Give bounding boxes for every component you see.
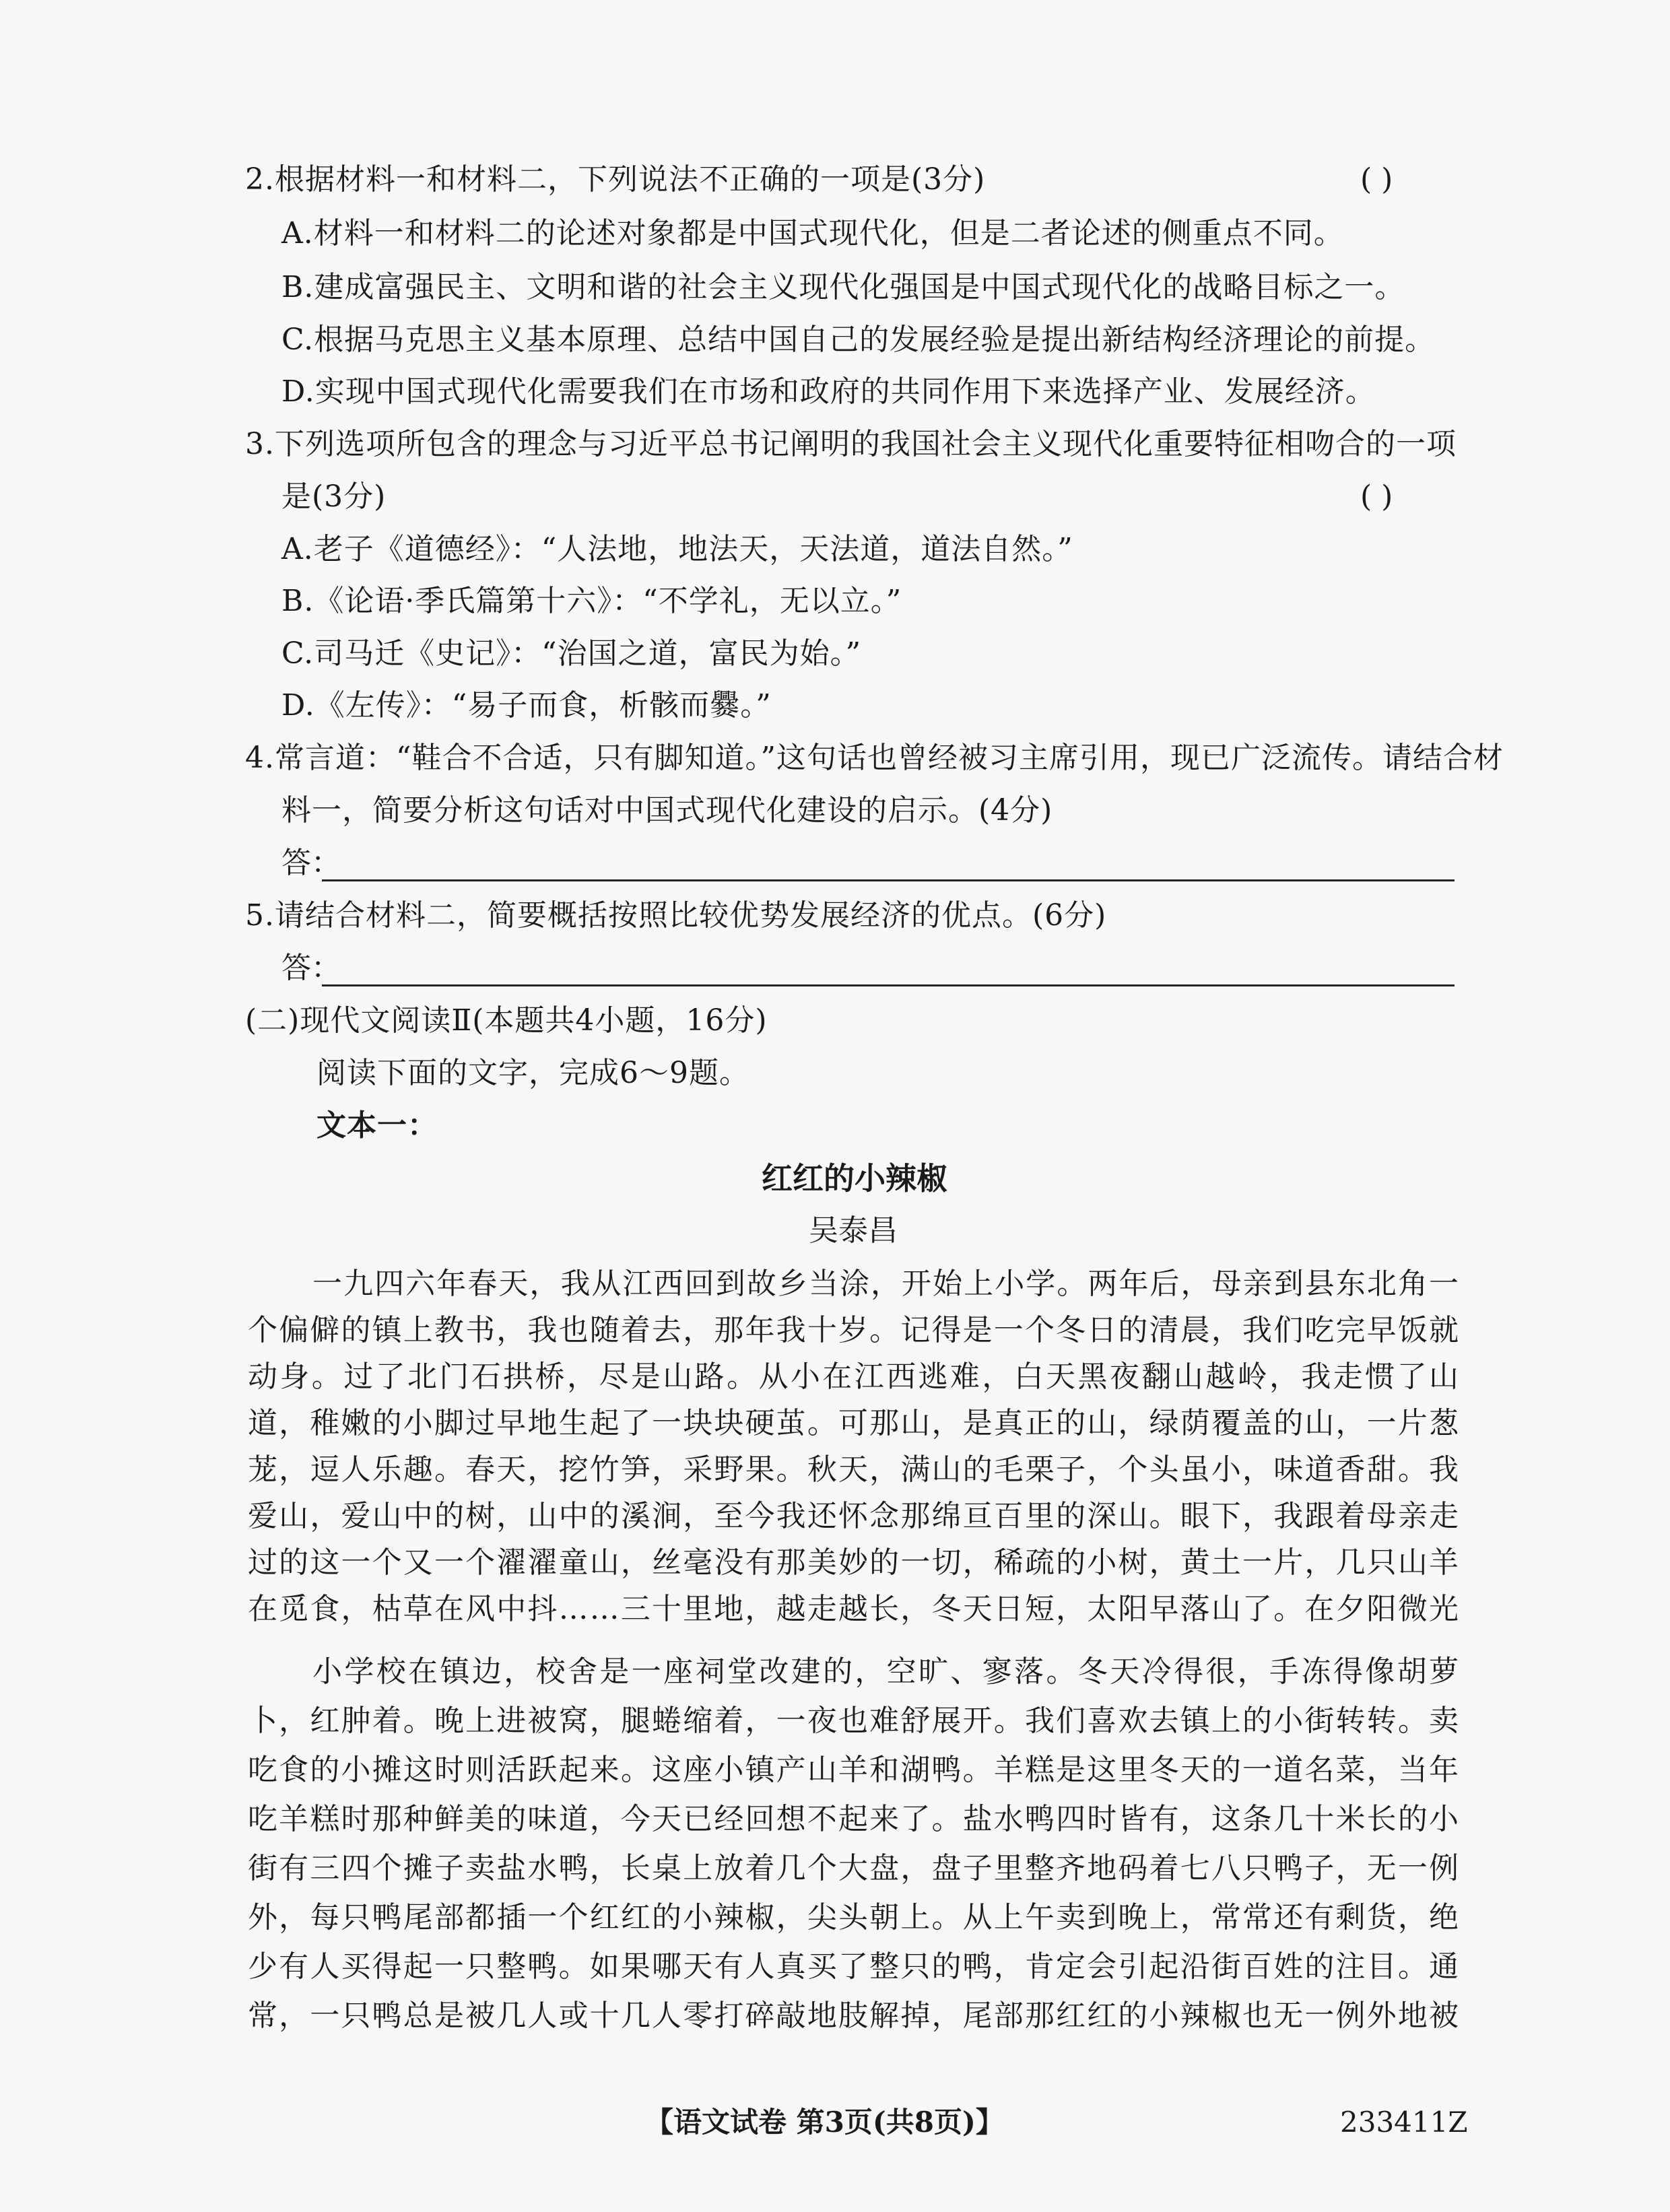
q2-option-a: A.材料一和材料二的论述对象都是中国式现代化，但是二者论述的侧重点不同。	[281, 216, 1344, 250]
q3-stem-line1: 3.下列选项所包含的理念与习近平总书记阐明的我国社会主义现代化重要特征相吻合的一项	[245, 427, 1457, 461]
q3-option-d: D.《左传》：“易子而食，析骸而爨。”	[281, 688, 772, 723]
text-one-label: 文本一：	[316, 1108, 438, 1143]
page-footer-code: 233411Z	[1340, 2106, 1468, 2139]
q3-answer-paren: ( )	[1360, 479, 1393, 514]
q3-option-b: B.《论语·季氏篇第十六》：“不学礼，无以立。”	[281, 584, 902, 618]
article-paragraph-1: 一九四六年春天，我从江西回到故乡当涂，开始上小学。两年后，母亲到县东北角一个偏僻的镇上教书，我也随着去，那年我十岁。记得是一个冬日的清晨，我们吃完早饭就动身。过了北门石拱桥，尽是山路。从小在江西逃难，白天黑夜翻山越岭，我走惯了山道，稚嫩的小脚过早地生起了一块块硬茧。可那山，是真正的山，绿荫覆盖的山，一片葱茏，逗人乐趣。春天，挖竹笋，采野果。秋天，满山的毛栗子，个头虽小，味道香甜。我爱山，爱山中的树，山中的溪涧，至今我还怀念那绵亘百里的深山。眼下，我跟着母亲走过的这一个又一个濯濯童山，丝毫没有那美妙的一切，稀疏的小树，黄土一片，几只山羊在觅食，枯草在风中抖……三十里地，越走越长，冬天日短，太阳早落山了。在夕阳微光	[248, 1267, 1460, 1626]
section2-instruction: 阅读下面的文字，完成6～9题。	[316, 1056, 749, 1090]
q4-stem-line1: 4.常言道：“鞋合不合适，只有脚知道。”这句话也曾经被习主席引用，现已广泛流传。请结合材	[245, 741, 1504, 775]
q3-stem-line2: 是(3分)	[281, 479, 387, 514]
article-paragraph-2: 小学校在镇边，校舍是一座祠堂改建的，空旷、寥落。冬天冷得很，手冻得像胡萝卜，红肿着。晚上进被窝，腿蜷缩着，一夜也难舒展开。我们喜欢去镇上的小街转转。卖吃食的小摊这时则活跃起来。这座小镇产山羊和湖鸭。羊糕是这里冬天的一道名菜，当年吃羊糕时那种鲜美的味道，今天已经回想不起来了。盐水鸭四时皆有，这条几十米长的小街有三四个摊子卖盐水鸭，长桌上放着几个大盘，盘子里整齐地码着七八只鸭子，无一例外，每只鸭尾部都插一个红红的小辣椒，尖头朝上。从上午卖到晚上，常常还有剩货，绝少有人买得起一只整鸭。如果哪天有人真买了整只的鸭，肯定会引起沿街百姓的注目。通常，一只鸭总是被几人或十几人零打碎敲地肢解掉，尾部那红红的小辣椒也无一例外地被	[248, 1654, 1460, 2033]
q2-option-b: B.建成富强民主、文明和谐的社会主义现代化强国是中国式现代化的战略目标之一。	[281, 270, 1405, 304]
page-footer-title: 【语文试卷 第3页(共8页)】	[645, 2106, 1004, 2139]
q5-answer-line[interactable]	[322, 984, 1455, 986]
q4-answer-label: 答：	[281, 846, 341, 880]
section2-heading: (二)现代文阅读Ⅱ(本题共4小题，16分)	[245, 1003, 768, 1038]
article-title: 红红的小辣椒	[762, 1160, 947, 1197]
q3-option-c: C.司马迁《史记》：“治国之道，富民为始。”	[281, 636, 862, 671]
q4-answer-line[interactable]	[322, 879, 1455, 881]
q2-stem: 2.根据材料一和材料二，下列说法不正确的一项是(3分)	[245, 162, 986, 197]
q2-answer-paren: ( )	[1360, 162, 1393, 197]
q2-option-c: C.根据马克思主义基本原理、总结中国自己的发展经验是提出新结构经济理论的前提。	[281, 323, 1436, 357]
q2-option-d: D.实现中国式现代化需要我们在市场和政府的共同作用下来选择产业、发展经济。	[281, 374, 1376, 409]
q4-stem-line2: 料一，简要分析这句话对中国式现代化建设的启示。(4分)	[281, 793, 1053, 828]
q5-answer-label: 答：	[281, 951, 341, 985]
q5-stem: 5.请结合材料二，简要概括按照比较优势发展经济的优点。(6分)	[245, 898, 1107, 933]
article-author: 吴泰昌	[809, 1213, 898, 1248]
q3-option-a: A.老子《道德经》：“人法地，地法天，天法道，道法自然。”	[281, 532, 1073, 566]
